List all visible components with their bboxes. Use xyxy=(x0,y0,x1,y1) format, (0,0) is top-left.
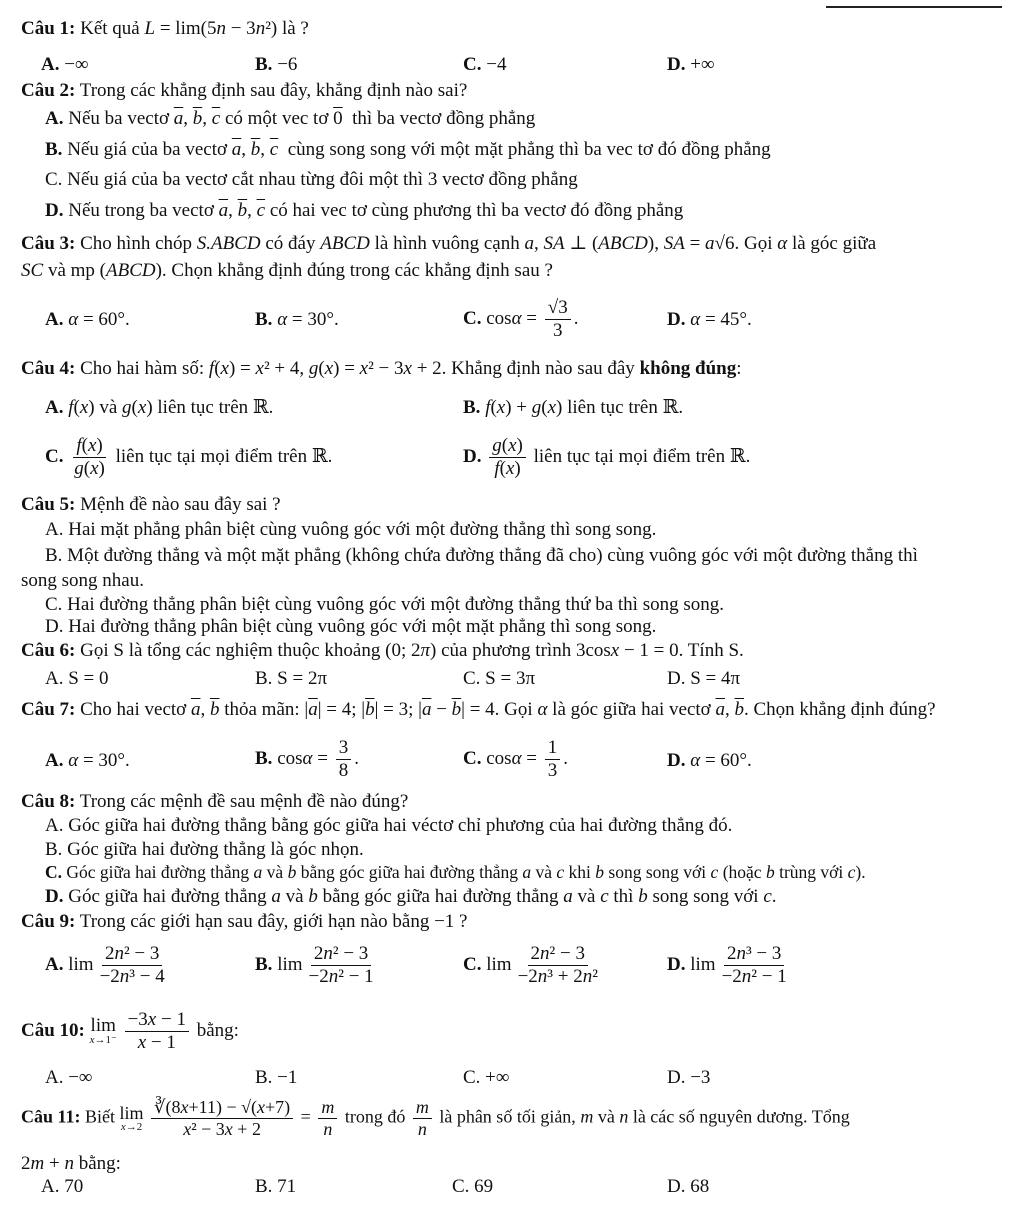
question-label: Câu 9: xyxy=(21,911,76,932)
option-c: C. cosα = $\frac{1}{3}$ . xyxy=(463,737,569,781)
option-d: D. S = 4π xyxy=(667,668,741,689)
option-b: B. Nếu giá của ba vectơ $\overline{a}$, $\overline{b}$, $\overline{c}$ cùng song song với một mặt phẳng thì ba vec tơ đó đồng phẳng xyxy=(45,139,771,160)
question-label: Câu 5: xyxy=(21,494,76,515)
option-d: D. α = 60°. xyxy=(667,750,752,771)
option-d: D. $\frac{g(x)}{f(x)}$ liên tục tại mọi điểm trên ℝ. xyxy=(463,435,751,479)
option-a: A. Hai mặt phẳng phân biệt cùng vuông góc với một đường thẳng thì song song. xyxy=(45,519,657,540)
option-b: B. f(x) + g(x) liên tục trên ℝ. xyxy=(463,397,684,418)
option-a: A. S = 0 xyxy=(45,668,109,689)
option-c: C. cosα = $\frac{√3}{3}$ . xyxy=(463,297,579,341)
option-a: A. α = 60°. xyxy=(45,309,130,330)
option-b: B. lim $\frac{\text{2n² − 3}}{\text{−2n² − 1}}$ xyxy=(255,943,374,987)
question-5 xyxy=(21,494,281,516)
question-label: Câu 2: xyxy=(21,80,76,101)
option-c: C. +∞ xyxy=(463,1067,510,1088)
option-a: A. f(x) và g(x) liên tục trên ℝ. xyxy=(45,397,274,418)
option-a: A. −∞ xyxy=(45,1067,93,1088)
question-3-line-2: SC và mp (ABCD). Chọn khẳng định đúng trong các khẳng định sau ? xyxy=(21,260,553,281)
question-6: Câu 6: Gọi S là tổng các nghiệm thuộc khoảng (0; 2π) của phương trình 3cosx − 1 = 0. Tính S. xyxy=(21,640,744,661)
question-label: Câu 1: xyxy=(21,18,76,39)
emphasis: không đúng xyxy=(639,358,737,379)
option-d: D. −3 xyxy=(667,1067,711,1088)
option-c: C. Hai đường thẳng phân biệt cùng vuông góc với một đường thẳng thứ ba thì song song. xyxy=(45,594,724,615)
question-text: Trong các mệnh đề sau mệnh đề nào đúng? xyxy=(79,791,409,812)
option-a: A. 70 xyxy=(41,1176,84,1197)
question-11-line-2: 2m + n bằng: xyxy=(21,1153,121,1174)
option-b: B. Một đường thẳng và một mặt phẳng (không chứa đường thẳng đã cho) cùng vuông góc với một đường thẳng thì xyxy=(45,545,918,566)
option-d: D. +∞ xyxy=(667,54,715,75)
option-d: D. Nếu trong ba vectơ $\overline{a}$, $\overline{b}$, $\overline{c}$ có hai vec tơ cùng phương thì ba vectơ đó đồng phẳng xyxy=(45,200,684,221)
option-b: B. cosα = $\frac{3}{8}$ . xyxy=(255,737,359,781)
question-4: Câu 4: Cho hai hàm số: f(x) = x² + 4, g(x) = x² − 3x + 2. Khẳng định nào sau đây không đúng: xyxy=(21,358,742,379)
question-label: Câu 8: xyxy=(21,791,76,812)
question-text: Trong các giới hạn sau đây, giới hạn nào bằng −1 ? xyxy=(79,911,468,932)
option-b: B. Góc giữa hai đường thẳng là góc nhọn. xyxy=(45,839,364,860)
question-8 xyxy=(21,791,408,813)
option-a: A. Nếu ba vectơ $\overline{a}$, $\overline{b}$, $\overline{c}$ có một vec tơ 0 thì ba vectơ đồng phẳng xyxy=(45,108,536,129)
option-d: D. Hai đường thẳng phân biệt cùng vuông góc với một mặt phẳng thì song song. xyxy=(45,616,657,637)
option-d: D. α = 45°. xyxy=(667,309,752,330)
option-a: A. −∞ xyxy=(41,54,89,75)
question-10: Câu 10: lim x→1⁻ $\frac{-3x - 1}{x - 1}$ bằng: xyxy=(21,1009,239,1053)
option-b: B. 71 xyxy=(255,1176,297,1197)
option-c: C. lim $\frac{\text{2n² − 3}}{\text{−2n³ + 2n²}}$ xyxy=(463,943,598,987)
option-c: C. −4 xyxy=(463,54,507,75)
option-b: B. −6 xyxy=(255,54,298,75)
option-a: A. Góc giữa hai đường thẳng bằng góc giữa hai véctơ chỉ phương của hai đường thẳng đó. xyxy=(45,815,733,836)
option-d: D. lim $\frac{\text{2n³ − 3}}{\text{−2n² − 1}}$ xyxy=(667,943,787,987)
option-c: C. $\frac{f(x)}{g(x)}$ liên tục tại mọi điểm trên ℝ. xyxy=(45,435,333,479)
option-c: C. 69 xyxy=(452,1176,494,1197)
option-a: A. α = 30°. xyxy=(45,750,130,771)
question-3: Câu 3: Cho hình chóp S.ABCD có đáy ABCD là hình vuông cạnh a, SA ⊥ (ABCD), SA = a√6. Gọi α là góc giữa xyxy=(21,233,877,254)
option-d: D. Góc giữa hai đường thẳng a và b bằng góc giữa hai đường thẳng a và c thì b song song với c. xyxy=(45,886,777,907)
question-text: Mệnh đề nào sau đây sai ? xyxy=(80,494,281,515)
question-text: Trong các khẳng định sau đây, khẳng định nào sai? xyxy=(79,80,468,101)
option-c: C. Nếu giá của ba vectơ cắt nhau từng đôi một thì 3 vectơ đồng phẳng xyxy=(45,169,578,190)
option-b: B. α = 30°. xyxy=(255,309,339,330)
option-a: A. lim $\frac{\text{2n² − 3}}{\text{−2n³ − 4}}$ xyxy=(45,943,165,987)
option-b: B. S = 2π xyxy=(255,668,328,689)
question-1: Câu 1: Kết quả L = lim(5n − 3n²) là ? xyxy=(21,18,309,39)
question-7: Câu 7: Cho hai vectơ $\overline{a}$, $\overline{b}$ thỏa mãn: $|\overline{a}| = 4$; $|\overline{b}| = 3$; $|\overline{a} - \overline{b}| = 4$. Gọi α là góc giữa hai vectơ $\overline{a}$, $\overline{b}$. Chọn khẳng định đúng? xyxy=(21,699,936,720)
option-c: C. S = 3π xyxy=(463,668,536,689)
option-b: B. −1 xyxy=(255,1067,298,1088)
option-d: D. 68 xyxy=(667,1176,710,1197)
question-2 xyxy=(21,80,467,102)
question-11: Câu 11: Biết lim x→2 $\frac{∛(8x+11) - √(x+7)}{\text{x² − 3x + 2}}$ = $\frac{m}{n}$ trong đó $\frac{m}{n}$ là phân số tối giản, m và n là các số nguyên dương. Tổng xyxy=(21,1097,850,1139)
question-9 xyxy=(21,911,467,933)
option-c: C. Góc giữa hai đường thẳng a và b bằng góc giữa hai đường thẳng a và c khi b song song với c (hoặc b trùng với c). xyxy=(45,862,866,882)
option-b-cont: song song nhau. xyxy=(21,570,144,591)
top-rule xyxy=(826,6,1002,8)
